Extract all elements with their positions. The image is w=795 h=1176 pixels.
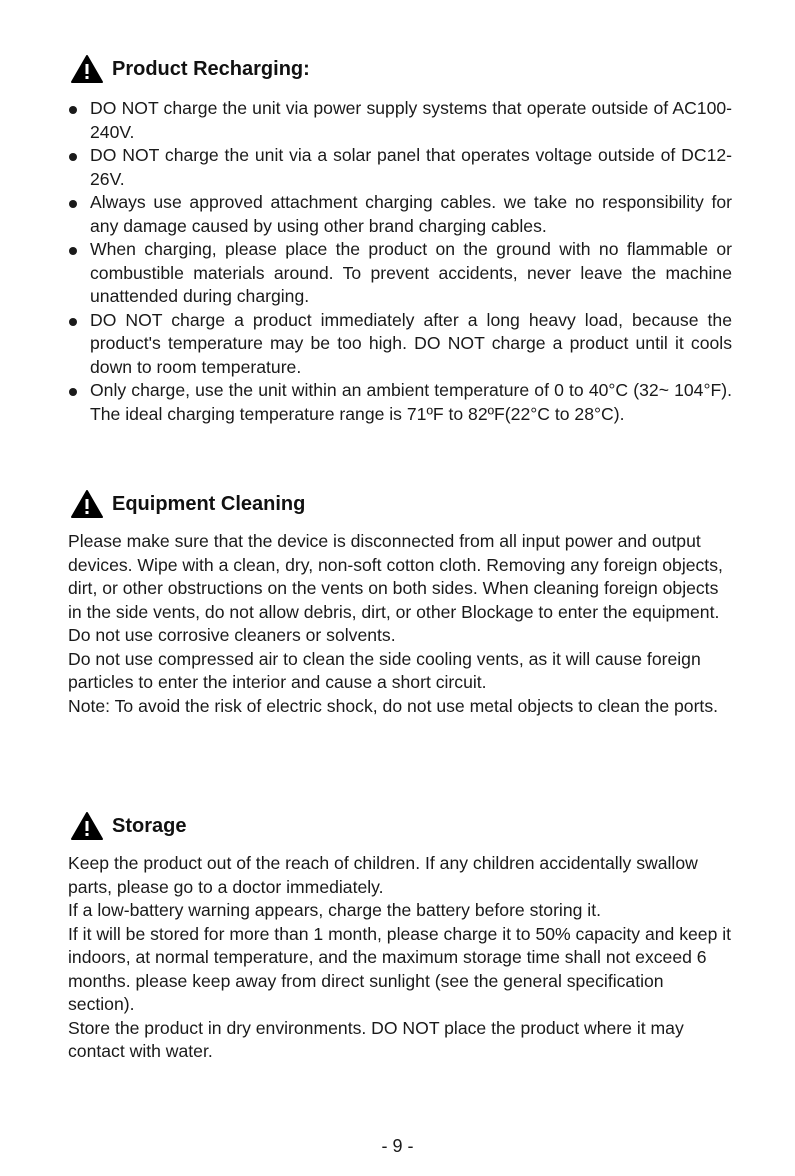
list-item: DO NOT charge a product immediately after a long heavy load, because the product's temperature may be too high. DO NOT charge a product until it cools down to room temperature. bbox=[68, 309, 732, 380]
storage-body bbox=[68, 852, 732, 1064]
storage-heading bbox=[70, 811, 186, 841]
bullet-icon bbox=[69, 153, 77, 161]
list-item: Always use approved attachment charging cables. we take no responsibility for any damage caused by using other brand charging cables. bbox=[68, 191, 732, 238]
storage-title: Storage bbox=[112, 815, 187, 837]
warning-triangle-icon bbox=[70, 54, 104, 84]
list-item: DO NOT charge the unit via power supply systems that operate outside of AC100-240V. bbox=[68, 97, 732, 144]
list-item: Only charge, use the unit within an ambient temperature of 0 to 40°C (32~ 104°F). The ideal charging temperature range is 71ºF to 82ºF(22°C to 28°C). bbox=[68, 379, 732, 426]
cleaning-body bbox=[68, 530, 732, 718]
warning-triangle-icon bbox=[70, 811, 104, 841]
paragraph: If it will be stored for more than 1 month, please charge it to 50% capacity and keep it indoors, at normal temperature, and the maximum storage time shall not exceed 6 months. please keep away from direct sunlight (see the general specification section). bbox=[68, 923, 732, 1014]
list-item: DO NOT charge the unit via a solar panel that operates voltage outside of DC12-26V. bbox=[68, 144, 732, 191]
list-item: When charging, please place the product on the ground with no flammable or combustible materials around. To prevent accidents, never leave the machine unattended during charging. bbox=[68, 238, 732, 309]
cleaning-heading bbox=[70, 489, 305, 519]
bullet-icon bbox=[69, 318, 77, 326]
recharging-list bbox=[68, 97, 732, 426]
page-number: - 9 - bbox=[381, 1136, 414, 1156]
bullet-icon bbox=[69, 106, 77, 114]
paragraph: Do not use corrosive cleaners or solvents. bbox=[68, 625, 396, 645]
paragraph: If a low-battery warning appears, charge the battery before storing it. bbox=[68, 900, 601, 920]
warning-triangle-icon bbox=[70, 489, 104, 519]
cleaning-title: Equipment Cleaning bbox=[112, 493, 306, 515]
recharging-heading bbox=[70, 54, 310, 84]
paragraph: Do not use compressed air to clean the side cooling vents, as it will cause foreign particles to enter the interior and cause a short circuit. bbox=[68, 648, 701, 692]
paragraph: Store the product in dry environments. DO NOT place the product where it may contact with water. bbox=[68, 1017, 684, 1061]
paragraph: Keep the product out of the reach of children. If any children accidentally swallow parts, please go to a doctor immediately. bbox=[68, 853, 698, 897]
bullet-icon bbox=[69, 200, 77, 208]
recharging-title: Product Recharging: bbox=[112, 58, 310, 80]
bullet-icon bbox=[69, 247, 77, 255]
paragraph: Note: To avoid the risk of electric shock, do not use metal objects to clean the ports. bbox=[68, 695, 719, 716]
paragraph: Please make sure that the device is disconnected from all input power and output devices. Wipe with a clean, dry, non-soft cotton cloth. Removing any foreign objects, dirt, or other obstructions on the vents on both sides. When cleaning foreign objects in the side vents, do not allow debris, dirt, or other Blockage to enter the equipment. bbox=[68, 531, 723, 622]
bullet-icon bbox=[69, 388, 77, 396]
